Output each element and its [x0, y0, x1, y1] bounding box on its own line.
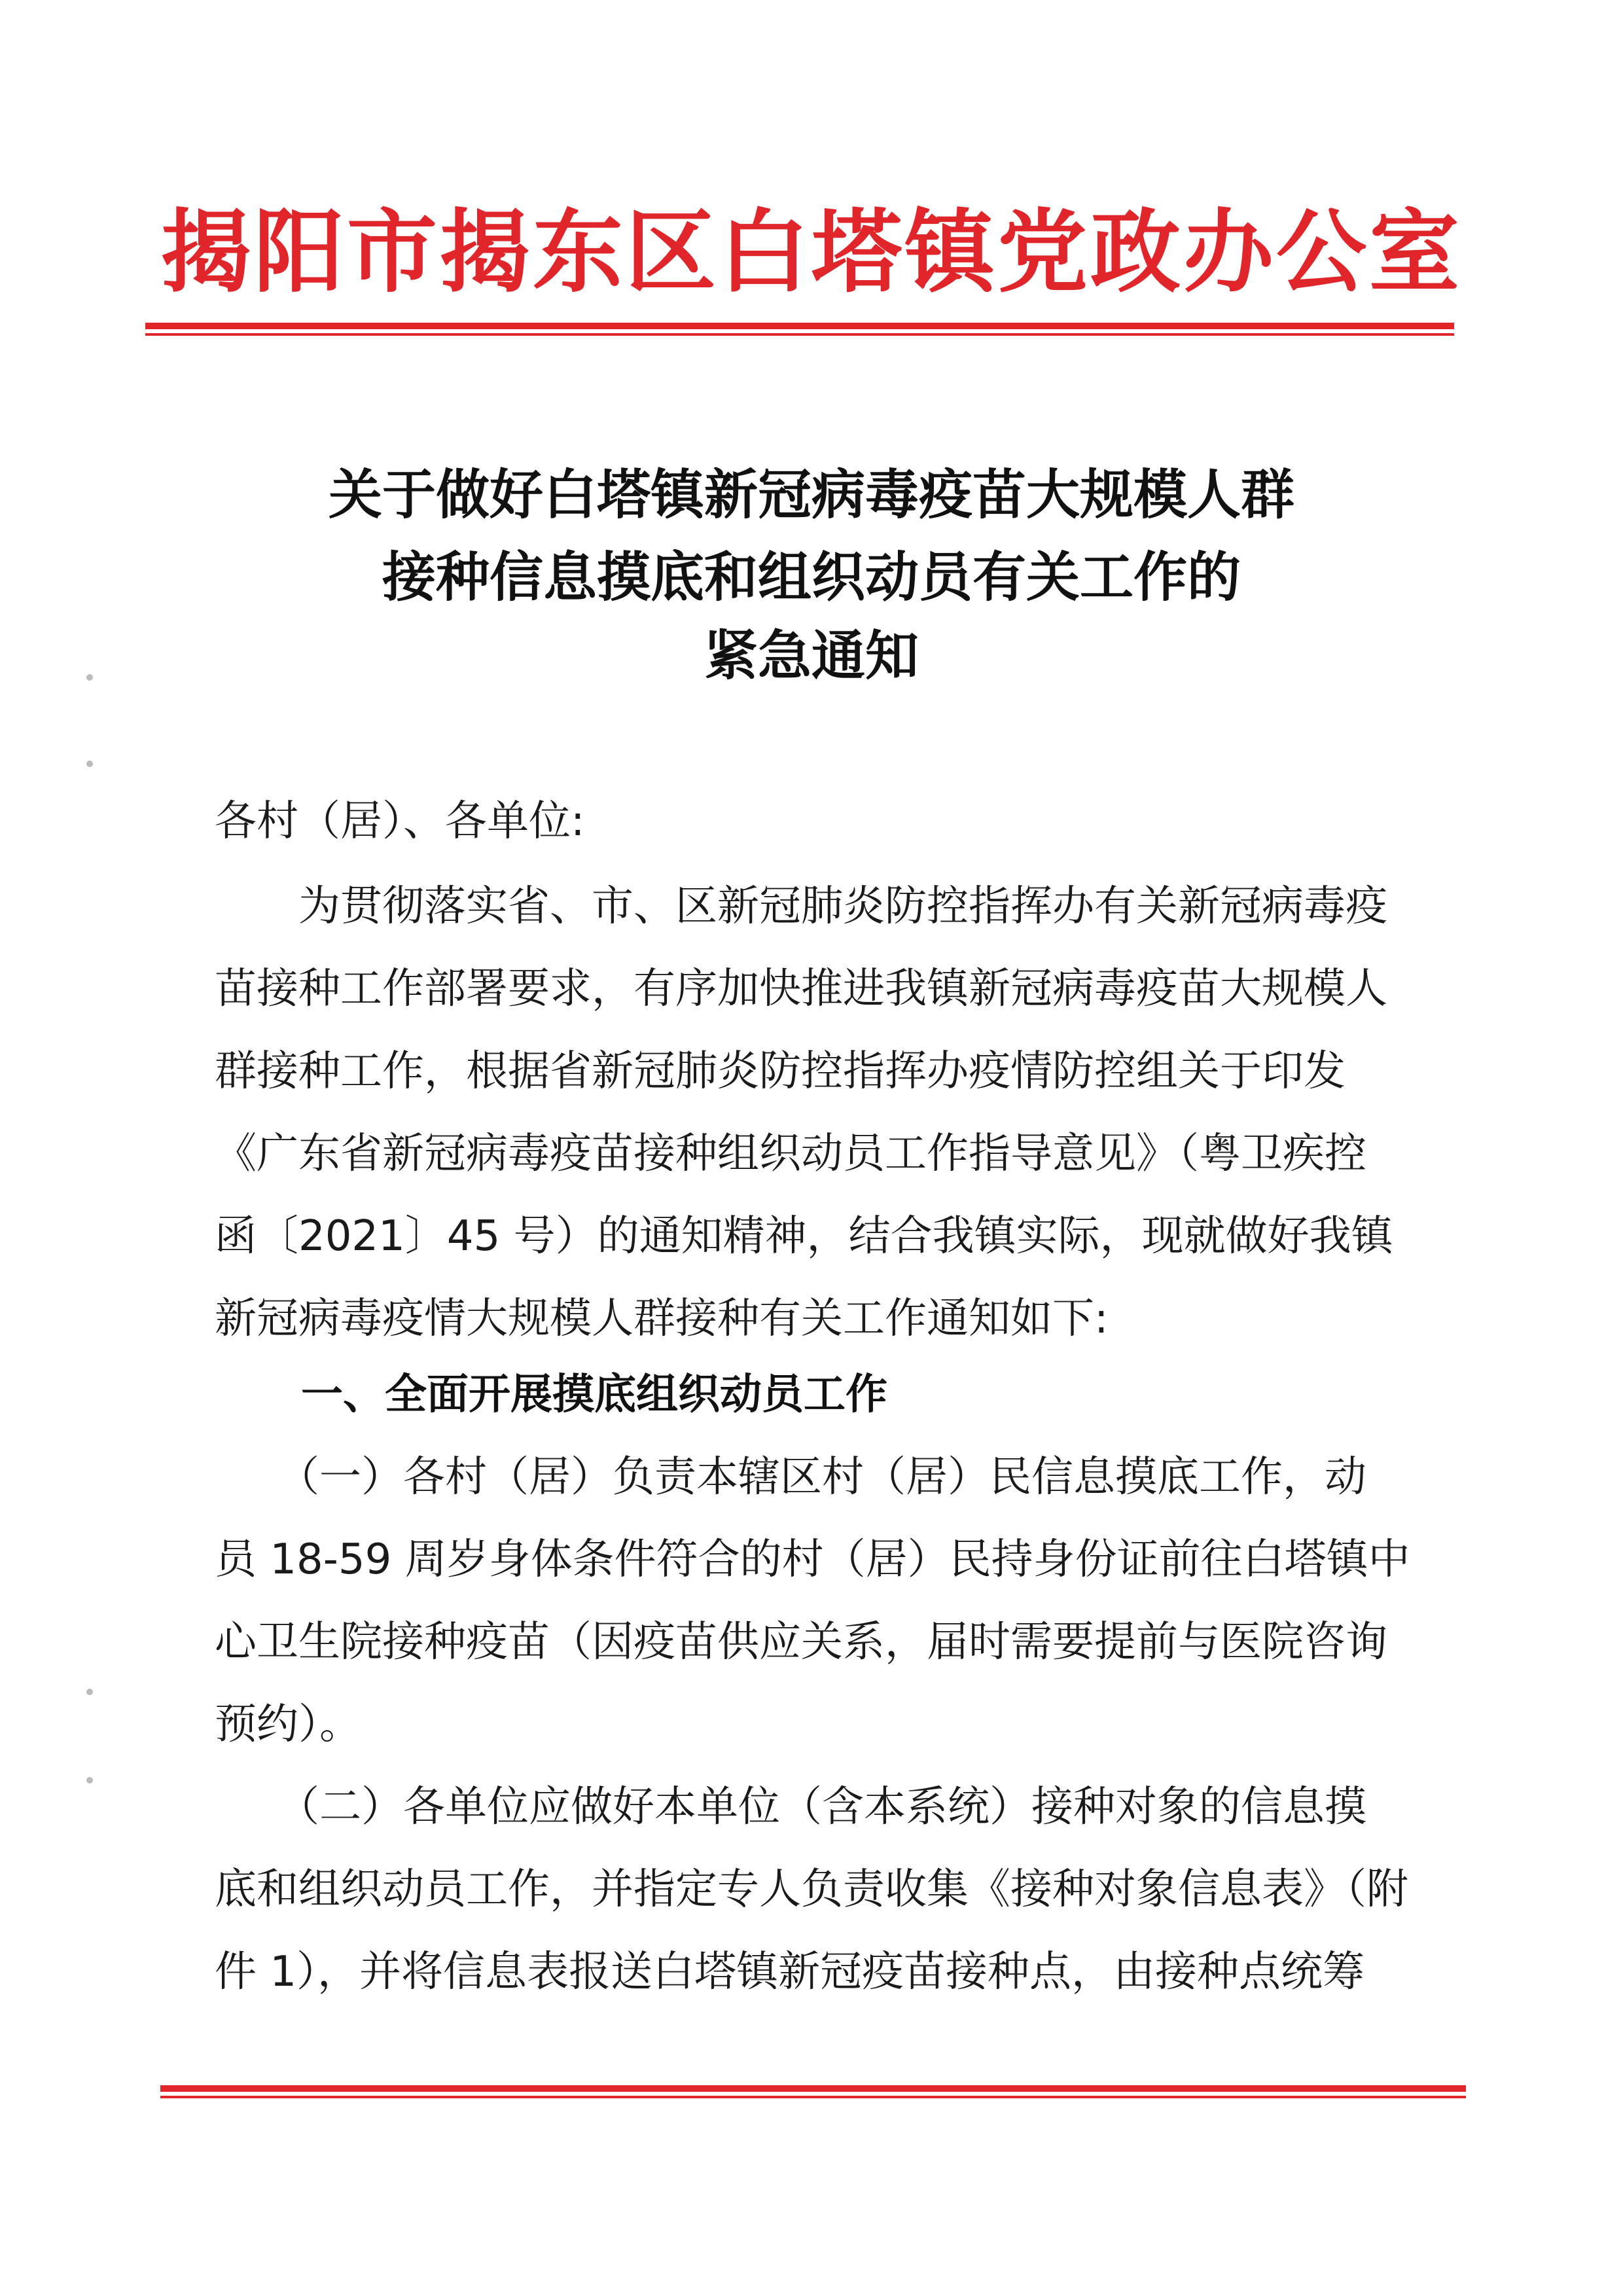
- issuing-office-header: 揭阳市揭东区白塔镇党政办公室: [160, 198, 1462, 305]
- intro-line-4: 《广东省新冠病毒疫苗接种组织动员工作指导意见》（粤卫疾控: [215, 1130, 1366, 1178]
- document-title-line-3: 紧急通知: [704, 624, 919, 687]
- scan-speck: [86, 1777, 93, 1784]
- document-title-line-1: 关于做好白塔镇新冠病毒疫苗大规模人群: [328, 463, 1294, 526]
- item-2-line-3: 件 1），并将信息表报送白塔镇新冠疫苗接种点，由接种点统筹: [215, 1948, 1365, 1996]
- item-1-line-1: （一）各村（居）负责本辖区村（居）民信息摸底工作，动: [215, 1453, 1366, 1501]
- header-red-rule: [145, 323, 1454, 336]
- footer-red-rule: [160, 2085, 1466, 2098]
- intro-line-5: 函〔2021〕45 号）的通知精神，结合我镇实际，现就做好我镇: [215, 1212, 1393, 1261]
- intro-line-6: 新冠病毒疫情大规模人群接种有关工作通知如下:: [215, 1295, 1109, 1343]
- scan-speck: [86, 761, 93, 767]
- item-1-line-2: 员 18-59 周岁身体条件符合的村（居）民持身份证前往白塔镇中: [215, 1535, 1410, 1584]
- document-title-line-2: 接种信息摸底和组织动员有关工作的: [382, 546, 1241, 609]
- intro-line-1: 为贯彻落实省、市、区新冠肺炎防控指挥办有关新冠病毒疫: [215, 882, 1387, 931]
- intro-line-2: 苗接种工作部署要求，有序加快推进我镇新冠病毒疫苗大规模人: [215, 965, 1387, 1013]
- section-1-heading: 一、全面开展摸底组织动员工作: [301, 1371, 887, 1419]
- item-1-line-4: 预约）。: [215, 1700, 361, 1749]
- salutation: 各村（居）、各单位:: [215, 797, 585, 846]
- scan-speck: [86, 674, 93, 681]
- item-2-line-1: （二）各单位应做好本单位（含本系统）接种对象的信息摸: [215, 1783, 1366, 1831]
- item-2-line-2: 底和组织动员工作，并指定专人负责收集《接种对象信息表》（附: [215, 1865, 1408, 1914]
- scan-speck: [86, 1689, 93, 1695]
- intro-line-3: 群接种工作，根据省新冠肺炎防控指挥办疫情防控组关于印发: [215, 1047, 1346, 1096]
- item-1-line-3: 心卫生院接种疫苗（因疫苗供应关系，届时需要提前与医院咨询: [215, 1618, 1387, 1666]
